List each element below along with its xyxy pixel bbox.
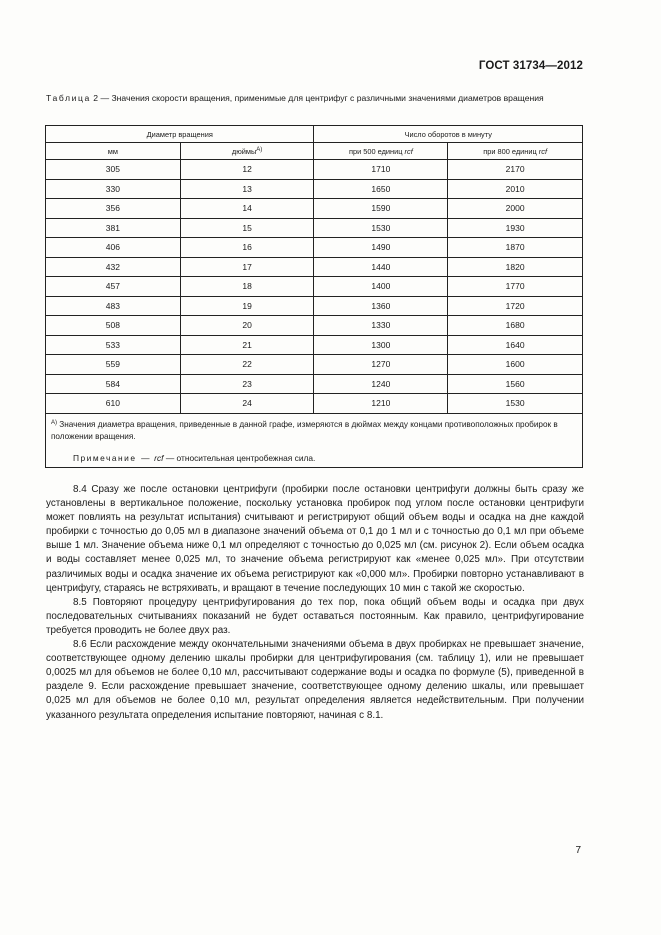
table-row <box>46 238 583 258</box>
table-row <box>46 355 583 375</box>
cell-rpm-800: 1600 <box>448 355 583 375</box>
table-row <box>46 199 583 219</box>
table-note <box>46 447 583 468</box>
cell-rpm-500: 1330 <box>314 316 448 336</box>
note-text: — относительная центробежная сила. <box>165 452 316 463</box>
table-row <box>46 179 583 199</box>
cell-rpm-500: 1650 <box>314 179 448 199</box>
cell-mm: 406 <box>46 238 181 258</box>
table-row <box>46 296 583 316</box>
cell-mm: 610 <box>46 394 181 414</box>
cell-rpm-800: 2170 <box>448 160 583 180</box>
cell-inches: 18 <box>180 277 314 297</box>
cell-rpm-800: 1870 <box>448 238 583 258</box>
cell-rpm-500: 1360 <box>314 296 448 316</box>
rotation-speed-table <box>45 125 583 468</box>
footnote-mark: A) <box>51 419 57 426</box>
table-row <box>46 277 583 297</box>
body-text <box>46 483 584 723</box>
cell-rpm-500: 1210 <box>314 394 448 414</box>
header-rcf-500 <box>314 143 448 160</box>
cell-rpm-500: 1270 <box>314 355 448 375</box>
header-inches <box>180 143 314 160</box>
cell-mm: 305 <box>46 160 181 180</box>
cell-inches: 22 <box>180 355 314 375</box>
cell-inches: 21 <box>180 335 314 355</box>
cell-inches: 14 <box>180 199 314 219</box>
cell-rpm-800: 1680 <box>448 316 583 336</box>
cell-rpm-800: 1530 <box>448 394 583 414</box>
table-row <box>46 316 583 336</box>
header-rcf-800-unit: rcf <box>538 146 548 156</box>
note-label: Примечание <box>73 452 137 463</box>
table-row <box>46 160 583 180</box>
cell-rpm-800: 2000 <box>448 199 583 219</box>
cell-rpm-800: 1930 <box>448 218 583 238</box>
cell-rpm-800: 1560 <box>448 374 583 394</box>
table-row <box>46 374 583 394</box>
cell-rpm-500: 1400 <box>314 277 448 297</box>
cell-inches: 20 <box>180 316 314 336</box>
header-rcf-800 <box>448 143 583 160</box>
header-inches-footnote-mark: A) <box>256 146 263 153</box>
cell-rpm-800: 1640 <box>448 335 583 355</box>
header-rpm: Число оборотов в минуту <box>314 126 583 143</box>
header-diameter: Диаметр вращения <box>46 126 314 143</box>
document-code: ГОСТ 31734—2012 <box>478 60 583 72</box>
cell-rpm-500: 1530 <box>314 218 448 238</box>
cell-mm: 483 <box>46 296 181 316</box>
header-rcf-500-label: при 500 единиц <box>348 146 403 156</box>
cell-inches: 19 <box>180 296 314 316</box>
cell-rpm-500: 1590 <box>314 199 448 219</box>
paragraph: 8.5 Повторяют процедуру центрифугирования до тех пор, пока общий объем воды и осадка при двух последовательных считываниях показаний не будет оставаться постоянным. Как правило, центрифугирование требуется проводить не более двух раз. <box>46 596 584 636</box>
cell-mm: 559 <box>46 355 181 375</box>
cell-mm: 457 <box>46 277 181 297</box>
cell-inches: 24 <box>180 394 314 414</box>
note-dash: — <box>141 452 150 463</box>
header-inches-label: дюймы <box>231 146 257 156</box>
page-number: 7 <box>575 845 581 856</box>
cell-inches: 15 <box>180 218 314 238</box>
table-row <box>46 335 583 355</box>
cell-rpm-800: 1720 <box>448 296 583 316</box>
cell-inches: 17 <box>180 257 314 277</box>
cell-mm: 356 <box>46 199 181 219</box>
header-rcf-800-label: при 800 единиц <box>483 146 537 156</box>
paragraph: 8.6 Если расхождение между окончательными значениями объема в двух пробирках не превышает значение, соответствующее одному делению шкалы пробирки для центрифугирования (см. таблицу 1), или не превышает 0,0025 мл для объемов не более 0,10 мл, рассчитывают содержание воды и осадка по формуле (5), приведенной в разделе 9. Если расхождение превышает значение, соответствующее одному делению шкалы, или превышает 0,025 мл для объемов не более 0,10 мл, результат определения является недействительным. При получении указанного результата определения испытание повторяют, начиная с 8.1. <box>46 639 584 721</box>
footnote-text: Значения диаметра вращения, приведенные в данной графе, измеряются в дюймах между концами противоположных пробирок в положении вращения. <box>51 419 558 441</box>
cell-mm: 533 <box>46 335 181 355</box>
cell-inches: 13 <box>180 179 314 199</box>
cell-mm: 584 <box>46 374 181 394</box>
cell-mm: 508 <box>46 316 181 336</box>
table-caption <box>46 93 586 104</box>
cell-rpm-500: 1240 <box>314 374 448 394</box>
cell-mm: 381 <box>46 218 181 238</box>
cell-inches: 12 <box>180 160 314 180</box>
table-row <box>46 218 583 238</box>
header-rcf-500-unit: rcf <box>404 146 413 156</box>
cell-rpm-500: 1710 <box>314 160 448 180</box>
cell-rpm-500: 1300 <box>314 335 448 355</box>
cell-mm: 330 <box>46 179 181 199</box>
caption-text: — Значения скорости вращения, применимые для центрифуг с различными значениями диаметров вращения <box>100 93 544 103</box>
note-term: rcf <box>154 452 164 463</box>
cell-rpm-800: 2010 <box>448 179 583 199</box>
cell-rpm-800: 1820 <box>448 257 583 277</box>
table-row <box>46 257 583 277</box>
table-footnote <box>46 413 583 447</box>
cell-rpm-500: 1440 <box>314 257 448 277</box>
cell-mm: 432 <box>46 257 181 277</box>
header-mm: мм <box>46 143 181 160</box>
cell-rpm-500: 1490 <box>314 238 448 258</box>
caption-number: 2 <box>93 93 99 103</box>
cell-rpm-800: 1770 <box>448 277 583 297</box>
caption-label: Таблица <box>46 93 91 103</box>
paragraph: 8.4 Сразу же после остановки центрифуги (пробирки после остановки центрифуги должны быть сразу же установлены в вертикальное положение, поскольку установка пробирок под углом после остановки центрифуги может повлиять на результат испытания) считывают и регистрируют общий объем воды и осадка на дне каждой пробирки с точностью до 0,05 мл в диапазоне значений объема от 0,1 до 1 мл и с точностью до 0,1 мл при объеме выше 1 мл. Значение объема ниже 0,1 мл определяют с точностью до 0,025 мл (см. рисунок 2). Если объем осадка и воды составляет менее 0,025 мл, то значение объема регистрируют как «менее 0,025 мл». При отсутствии различимых воды и осадка значение их объема регистрируют как «0,000 мл». Пробирки повторно устанавливают в центрифугу, стараясь не встряхивать, и вращают в течение последующих 10 мин с такой же скоростью. <box>46 484 584 594</box>
cell-inches: 23 <box>180 374 314 394</box>
table-row <box>46 394 583 414</box>
cell-inches: 16 <box>180 238 314 258</box>
